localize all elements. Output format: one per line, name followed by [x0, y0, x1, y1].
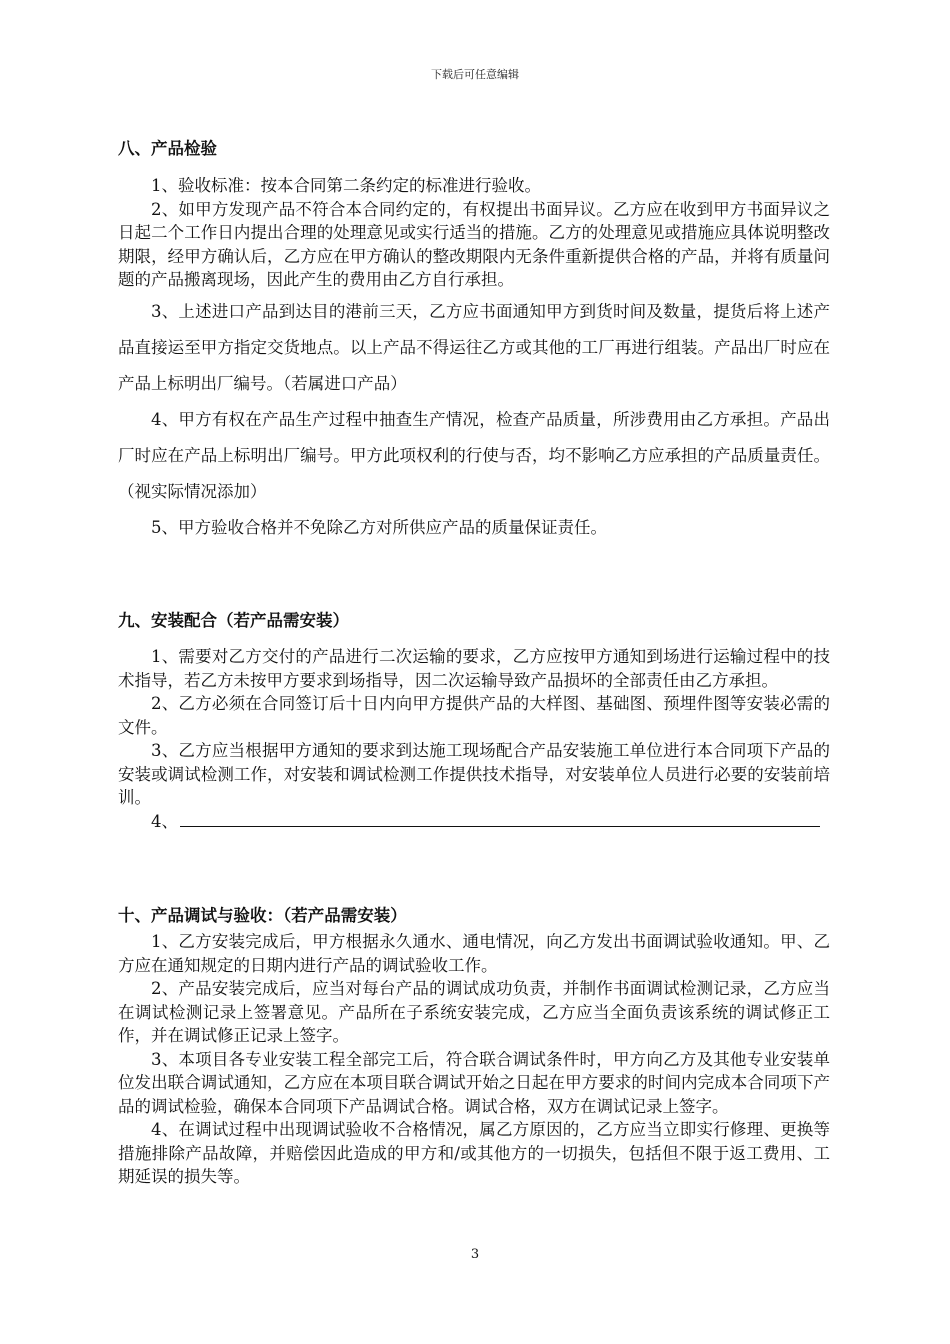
- section-title: 九、安装配合（若产品需安装）: [118, 611, 349, 630]
- paragraph: 5、甲方验收合格并不免除乙方对所供应产品的质量保证责任。: [151, 517, 607, 537]
- paragraph: 3、本项目各专业安装工程全部完工后，符合联合调试条件时，甲方向乙方及其他专业安装单位发出联合调试通知，乙方应在本项目联合调试开始之日起在甲方要求的时间内完成本合同项下产品的调试检验，确保本合同项下产品调试合格。调试合格，双方在调试记录上签字。: [118, 1049, 830, 1116]
- section-commissioning: [118, 904, 830, 1189]
- section-installation: [118, 609, 830, 833]
- page-header: 下载后可任意编辑: [431, 68, 519, 81]
- paragraph: 3、上述进口产品到达目的港前三天，乙方应书面通知甲方到货时间及数量，提货后将上述产品直接运至甲方指定交货地点。以上产品不得运往乙方或其他的工厂再进行组装。产品出厂时应在产品上标明出厂编号。（若属进口产品）: [118, 301, 830, 393]
- paragraph: 4、在调试过程中出现调试验收不合格情况，属乙方原因的，乙方应当立即实行修理、更换等措施排除产品故障，并赔偿因此造成的甲方和/或其他方的一切损失，包括但不限于返工费用、工期延误的损失等。: [118, 1120, 830, 1186]
- section-product-inspection: [118, 137, 830, 546]
- paragraph: 3、乙方应当根据甲方通知的要求到达施工现场配合产品安装施工单位进行本合同项下产品的安装或调试检测工作，对安装和调试检测工作提供技术指导，对安装单位人员进行必要的安装前培训。: [118, 741, 830, 807]
- paragraph: 2、乙方必须在合同签订后十日内向甲方提供产品的大样图、基础图、预埋件图等安装必需的文件。: [118, 694, 830, 737]
- page-number: 3: [470, 1247, 480, 1262]
- paragraph: 2、产品安装完成后，应当对每台产品的调试成功负责，并制作书面调试检测记录，乙方应当在调试检测记录上签署意见。产品所在子系统安装完成，乙方应当全面负责该系统的调试修正工作，并在调试修正记录上签字。: [118, 979, 830, 1045]
- paragraph: 1、乙方安装完成后，甲方根据永久通水、通电情况，向乙方发出书面调试验收通知。甲、乙方应在通知规定的日期内进行产品的调试验收工作。: [118, 932, 830, 975]
- item-number: 4、: [151, 811, 178, 831]
- paragraph: 2、如甲方发现产品不符合本合同约定的，有权提出书面异议。乙方应在收到甲方书面异议之日起二个工作日内提出合理的处理意见或实行适当的措施。乙方的处理意见或措施应具体说明整改期限，经甲方确认后，乙方应在甲方确认的整改期限内无条件重新提供合格的产品，并将有质量问题的产品搬离现场，因此产生的费用由乙方自行承担。: [118, 199, 830, 289]
- paragraph: 1、需要对乙方交付的产品进行二次运输的要求，乙方应按甲方通知到场进行运输过程中的技术指导，若乙方未按甲方要求到场指导，因二次运输导致产品损坏的全部责任由乙方承担。: [118, 647, 830, 690]
- fill-in-blank-line: [180, 810, 820, 827]
- paragraph-blank-item: [118, 810, 830, 834]
- paragraph: 4、甲方有权在产品生产过程中抽查生产情况，检查产品质量，所涉费用由乙方承担。产品出厂时应在产品上标明出厂编号。甲方此项权利的行使与否，均不影响乙方应承担的产品质量责任。（视实际情况添加）: [118, 409, 830, 501]
- section-title: 十、产品调试与验收：（若产品需安装）: [118, 906, 407, 925]
- section-title: 八、产品检验: [118, 139, 217, 158]
- paragraph: 1、验收标准：按本合同第二条约定的标准进行验收。: [151, 176, 541, 195]
